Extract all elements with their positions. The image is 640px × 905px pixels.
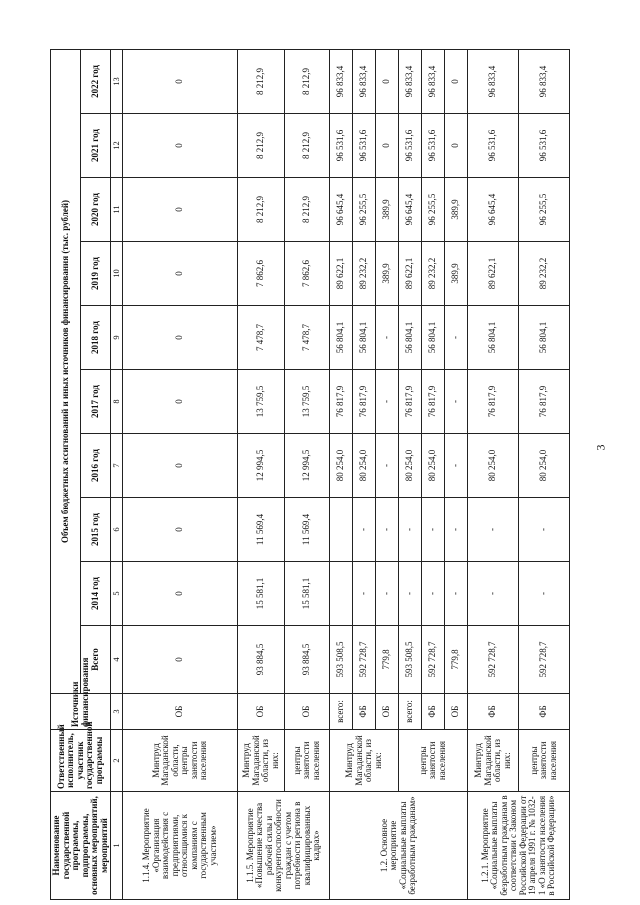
table-row <box>238 49 285 899</box>
page-number: 3 <box>593 444 608 451</box>
funding-table <box>50 49 570 900</box>
cell-value: 96 255,5 <box>519 178 570 242</box>
row-source: ФБ <box>353 694 376 730</box>
cell-value: 389,9 <box>376 178 399 242</box>
row-source: ФБ <box>468 694 519 730</box>
cell-value: 96 531,6 <box>330 114 353 178</box>
cell-value: 0 <box>123 434 238 498</box>
cell-value: 8 212,9 <box>238 178 285 242</box>
cell-value: 8 212,9 <box>238 49 285 113</box>
cell-value: 0 <box>376 49 399 113</box>
cell-value: 76 817,9 <box>330 370 353 434</box>
row-source: ОБ <box>238 694 285 730</box>
header-source: Источники финансирования <box>51 694 111 730</box>
table-row <box>285 49 330 899</box>
cell-value: 96 645,4 <box>330 178 353 242</box>
cell-value: 0 <box>376 114 399 178</box>
row-source: всего: <box>330 694 353 730</box>
row-executor: центры занятости населения <box>285 730 330 792</box>
cell-value: - <box>353 562 376 626</box>
cell-value: 89 622,1 <box>330 242 353 306</box>
header-year: 2016 год <box>81 434 111 498</box>
cell-value: 93 884,5 <box>238 626 285 694</box>
cell-value: 80 254,0 <box>422 434 445 498</box>
row-name: 1.1.4. Мероприятие «Организация взаимодействия с предприятиями, относящимися к компаниям с государственным участием» <box>123 792 238 900</box>
cell-value: 12 994,5 <box>285 434 330 498</box>
column-number: 11 <box>111 178 123 242</box>
header-executor: Ответственный исполнитель, участник государственной программы <box>51 730 111 792</box>
cell-value: 56 804,1 <box>519 306 570 370</box>
row-source: ОБ <box>285 694 330 730</box>
cell-value: 0 <box>123 562 238 626</box>
header-year: 2020 год <box>81 178 111 242</box>
cell-value: 96 645,4 <box>399 178 422 242</box>
cell-value: 13 759,5 <box>285 370 330 434</box>
cell-value: - <box>445 306 468 370</box>
cell-value: 96 255,5 <box>353 178 376 242</box>
cell-value: 76 817,9 <box>519 370 570 434</box>
cell-value: 8 212,9 <box>285 178 330 242</box>
table-row <box>123 49 238 899</box>
cell-value <box>330 562 353 626</box>
cell-value: 8 212,9 <box>285 49 330 113</box>
row-executor: центры занятости населения <box>519 730 570 792</box>
row-source: ОБ <box>376 694 399 730</box>
table-row <box>519 49 570 899</box>
cell-value: 8 212,9 <box>238 114 285 178</box>
cell-value: 11 569,4 <box>285 498 330 562</box>
cell-value: 56 804,1 <box>468 306 519 370</box>
cell-value: 592 728,7 <box>353 626 376 694</box>
cell-value: 76 817,9 <box>399 370 422 434</box>
cell-value: 80 254,0 <box>330 434 353 498</box>
cell-value: 96 531,6 <box>353 114 376 178</box>
cell-value: 0 <box>123 114 238 178</box>
rotated-table-sheet <box>50 50 590 900</box>
cell-value: 592 728,7 <box>468 626 519 694</box>
cell-value: 56 804,1 <box>399 306 422 370</box>
cell-value: 56 804,1 <box>422 306 445 370</box>
header-year: 2017 год <box>81 370 111 434</box>
cell-value: 56 804,1 <box>330 306 353 370</box>
cell-value: 13 759,5 <box>238 370 285 434</box>
cell-value: 96 833,4 <box>519 49 570 113</box>
cell-value: 592 728,7 <box>519 626 570 694</box>
row-source: ФБ <box>422 694 445 730</box>
cell-value: 15 581,1 <box>285 562 330 626</box>
cell-value: - <box>422 562 445 626</box>
cell-value: 96 531,6 <box>399 114 422 178</box>
column-number: 3 <box>111 694 123 730</box>
column-number: 9 <box>111 306 123 370</box>
cell-value: 96 833,4 <box>330 49 353 113</box>
cell-value: 593 508,5 <box>399 626 422 694</box>
cell-value: 96 833,4 <box>468 49 519 113</box>
cell-value: 11 569,4 <box>238 498 285 562</box>
column-number: 12 <box>111 114 123 178</box>
cell-value: 592 728,7 <box>422 626 445 694</box>
cell-value: - <box>445 498 468 562</box>
header-year: 2015 год <box>81 498 111 562</box>
cell-value: - <box>468 498 519 562</box>
cell-value: 89 622,1 <box>468 242 519 306</box>
row-name: 1.2. Основное мероприятие «Социальные выплаты безработным гражданам» <box>330 792 468 900</box>
header-year: 2018 год <box>81 306 111 370</box>
cell-value: - <box>519 498 570 562</box>
cell-value: - <box>376 562 399 626</box>
cell-value: 389,9 <box>376 242 399 306</box>
table-row <box>330 49 353 899</box>
cell-value: - <box>468 562 519 626</box>
column-number: 2 <box>111 730 123 792</box>
cell-value: - <box>399 498 422 562</box>
cell-value: 7 478,7 <box>285 306 330 370</box>
column-number: 13 <box>111 49 123 113</box>
cell-value: - <box>445 370 468 434</box>
row-source: всего: <box>399 694 422 730</box>
cell-value: 56 804,1 <box>353 306 376 370</box>
cell-value: - <box>519 562 570 626</box>
header-year: 2019 год <box>81 242 111 306</box>
row-executor: Минтруд Магаданской области, из них: <box>330 730 399 792</box>
cell-value: 7 862,6 <box>238 242 285 306</box>
column-number: 1 <box>111 792 123 900</box>
row-source: ОБ <box>123 694 238 730</box>
row-name: 1.2.1. Мероприятие «Социальные выплаты безработным гражданам в соответствии с Законом Российской Федерации от 19 апреля 1991 г. № 1032-1 «О занятости населения в Российской Федерации» <box>468 792 570 900</box>
cell-value: 96 833,4 <box>353 49 376 113</box>
cell-value: 389,9 <box>445 242 468 306</box>
cell-value: - <box>422 498 445 562</box>
cell-value: - <box>353 498 376 562</box>
cell-value: 93 884,5 <box>285 626 330 694</box>
row-executor: Минтруд Магаданской области, центры занятости населения <box>123 730 238 792</box>
cell-value: 96 833,4 <box>422 49 445 113</box>
cell-value: 80 254,0 <box>353 434 376 498</box>
column-number: 4 <box>111 626 123 694</box>
cell-value: 0 <box>445 49 468 113</box>
cell-value: 0 <box>123 49 238 113</box>
column-number: 6 <box>111 498 123 562</box>
cell-value: - <box>376 434 399 498</box>
cell-value: 96 531,6 <box>422 114 445 178</box>
cell-value <box>330 498 353 562</box>
header-year: 2014 год <box>81 562 111 626</box>
header-year: 2022 год <box>81 49 111 113</box>
table-row <box>468 49 519 899</box>
cell-value: 80 254,0 <box>519 434 570 498</box>
cell-value: 12 994,5 <box>238 434 285 498</box>
cell-value: 7 478,7 <box>238 306 285 370</box>
cell-value: 96 531,6 <box>468 114 519 178</box>
cell-value: - <box>376 306 399 370</box>
cell-value: - <box>445 434 468 498</box>
cell-value: 0 <box>123 242 238 306</box>
cell-value: 96 833,4 <box>399 49 422 113</box>
column-number: 7 <box>111 434 123 498</box>
header-year: 2021 год <box>81 114 111 178</box>
table-row <box>399 49 422 899</box>
cell-value: 80 254,0 <box>468 434 519 498</box>
cell-value: 0 <box>123 178 238 242</box>
cell-value: - <box>376 498 399 562</box>
cell-value: 7 862,6 <box>285 242 330 306</box>
cell-value: 0 <box>445 114 468 178</box>
cell-value: 0 <box>123 306 238 370</box>
cell-value: 76 817,9 <box>422 370 445 434</box>
cell-value: 96 255,5 <box>422 178 445 242</box>
cell-value: 779,8 <box>445 626 468 694</box>
cell-value: 0 <box>123 626 238 694</box>
column-number: 10 <box>111 242 123 306</box>
cell-value: 593 508,5 <box>330 626 353 694</box>
cell-value: 89 232,2 <box>422 242 445 306</box>
header-funding-group: Объем бюджетных ассигнований и иных источников финансирования (тыс. рублей) <box>51 49 81 693</box>
cell-value: - <box>376 370 399 434</box>
row-name: 1.1.5. Мероприятие «Повышение качества рабочей силы и конкурентоспособности граждан с учетом потребности региона в квалифицированных кадрах» <box>238 792 330 900</box>
header-name: Наименование государственной программы, подпрограммы, основных мероприятий, мероприятий <box>51 792 111 900</box>
cell-value: 96 645,4 <box>468 178 519 242</box>
header-total: Всего <box>81 626 111 694</box>
cell-value: 96 531,6 <box>519 114 570 178</box>
cell-value: 15 581,1 <box>238 562 285 626</box>
cell-value: 76 817,9 <box>353 370 376 434</box>
row-source: ОБ <box>445 694 468 730</box>
cell-value: 0 <box>123 370 238 434</box>
cell-value: 779,8 <box>376 626 399 694</box>
cell-value: 0 <box>123 498 238 562</box>
row-executor: Минтруд Магаданской области, из них: <box>468 730 519 792</box>
row-source: ФБ <box>519 694 570 730</box>
cell-value: 8 212,9 <box>285 114 330 178</box>
cell-value: 389,9 <box>445 178 468 242</box>
cell-value: 76 817,9 <box>468 370 519 434</box>
column-number: 5 <box>111 562 123 626</box>
column-number: 8 <box>111 370 123 434</box>
row-executor: центры занятости населения <box>399 730 468 792</box>
row-executor: Минтруд Магаданской области, из них: <box>238 730 285 792</box>
cell-value: 89 622,1 <box>399 242 422 306</box>
cell-value: 89 232,2 <box>519 242 570 306</box>
cell-value: 80 254,0 <box>399 434 422 498</box>
cell-value: - <box>445 562 468 626</box>
cell-value: - <box>399 562 422 626</box>
cell-value: 89 232,2 <box>353 242 376 306</box>
